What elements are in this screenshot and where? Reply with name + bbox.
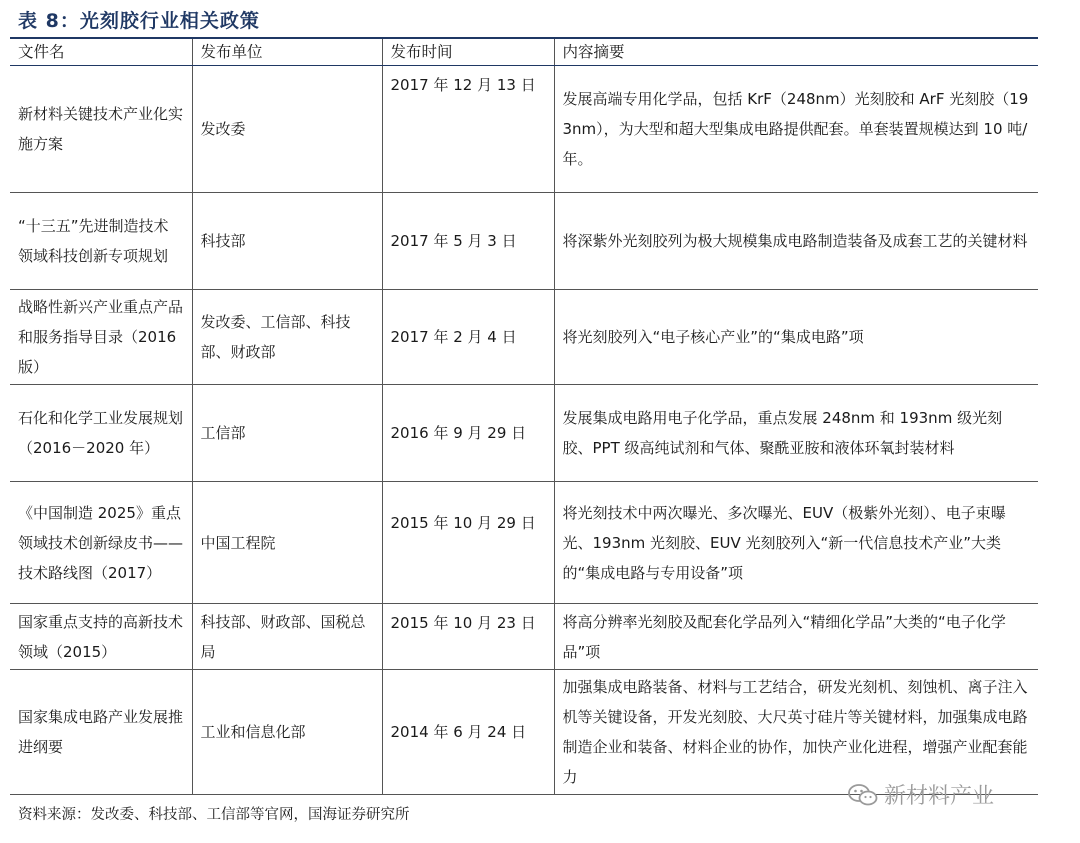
cell-name: 国家重点支持的高新技术领域（2015）: [10, 604, 192, 670]
source-note: 资料来源：发改委、科技部、工信部等官网，国海证券研究所: [18, 807, 410, 823]
cell-name: 战略性新兴产业重点产品和服务指导目录（2016 版）: [10, 290, 192, 385]
policy-table: [10, 37, 1038, 795]
cell-date: 2016 年 9 月 29 日: [382, 385, 554, 482]
cell-summary: 发展集成电路用电子化学品，重点发展 248nm 和 193nm 级光刻胶、PPT 级高纯试剂和气体、聚酰亚胺和液体环氧封装材料: [554, 385, 1038, 482]
cell-date: 2015 年 10 月 23 日: [382, 604, 554, 670]
cell-issuer: 发改委、工信部、科技部、财政部: [192, 290, 382, 385]
cell-issuer: 工业和信息化部: [192, 670, 382, 795]
watermark: [848, 779, 994, 810]
table-row: [10, 385, 1038, 482]
cell-date: 2017 年 2 月 4 日: [382, 290, 554, 385]
cell-summary: 将高分辨率光刻胶及配套化学品列入“精细化学品”大类的“电子化学品”项: [554, 604, 1038, 670]
table-row: [10, 604, 1038, 670]
cell-name: 石化和化学工业发展规划（2016－2020 年）: [10, 385, 192, 482]
column-header-summary: 内容摘要: [554, 38, 1038, 66]
cell-issuer: 科技部: [192, 193, 382, 290]
cell-name: 《中国制造 2025》重点领域技术创新绿皮书——技术路线图（2017）: [10, 482, 192, 604]
cell-date: 2017 年 12 月 13 日: [382, 66, 554, 193]
column-header-name: 文件名: [10, 38, 192, 66]
cell-name: “十三五”先进制造技术领域科技创新专项规划: [10, 193, 192, 290]
cell-date: 2014 年 6 月 24 日: [382, 670, 554, 795]
cell-name: 新材料关键技术产业化实施方案: [10, 66, 192, 193]
cell-summary: 将深紫外光刻胶列为极大规模集成电路制造装备及成套工艺的关键材料: [554, 193, 1038, 290]
column-header-date: 发布时间: [382, 38, 554, 66]
table-row: [10, 66, 1038, 193]
cell-summary: 加强集成电路装备、材料与工艺结合，研发光刻机、刻蚀机、离子注入机等关键设备，开发光刻胶、大尺英寸硅片等关键材料，加强集成电路制造企业和装备、材料企业的协作，加快产业化进程，增强产业配套能力: [554, 670, 1038, 795]
cell-issuer: 中国工程院: [192, 482, 382, 604]
cell-issuer: 工信部: [192, 385, 382, 482]
table-row: [10, 482, 1038, 604]
table-row: [10, 193, 1038, 290]
wechat-icon: [848, 783, 878, 807]
table-header-row: [10, 38, 1038, 66]
cell-summary: 将光刻胶列入“电子核心产业”的“集成电路”项: [554, 290, 1038, 385]
cell-date: 2015 年 10 月 29 日: [382, 482, 554, 604]
cell-name: 国家集成电路产业发展推进纲要: [10, 670, 192, 795]
column-header-issuer: 发布单位: [192, 38, 382, 66]
cell-summary: 发展高端专用化学品，包括 KrF（248nm）光刻胶和 ArF 光刻胶（193nm），为大型和超大型集成电路提供配套。单套装置规模达到 10 吨/年。: [554, 66, 1038, 193]
cell-issuer: 科技部、财政部、国税总局: [192, 604, 382, 670]
cell-date: 2017 年 5 月 3 日: [382, 193, 554, 290]
cell-summary: 将光刻技术中两次曝光、多次曝光、EUV（极紫外光刻）、电子束曝光、193nm 光刻胶、EUV 光刻胶列入“新一代信息技术产业”大类的“集成电路与专用设备”项: [554, 482, 1038, 604]
watermark-text: 新材料产业: [884, 784, 995, 809]
cell-issuer: 发改委: [192, 66, 382, 193]
table-row: [10, 290, 1038, 385]
table-title: 表 8：光刻胶行业相关政策: [18, 10, 260, 32]
table-row: [10, 670, 1038, 795]
